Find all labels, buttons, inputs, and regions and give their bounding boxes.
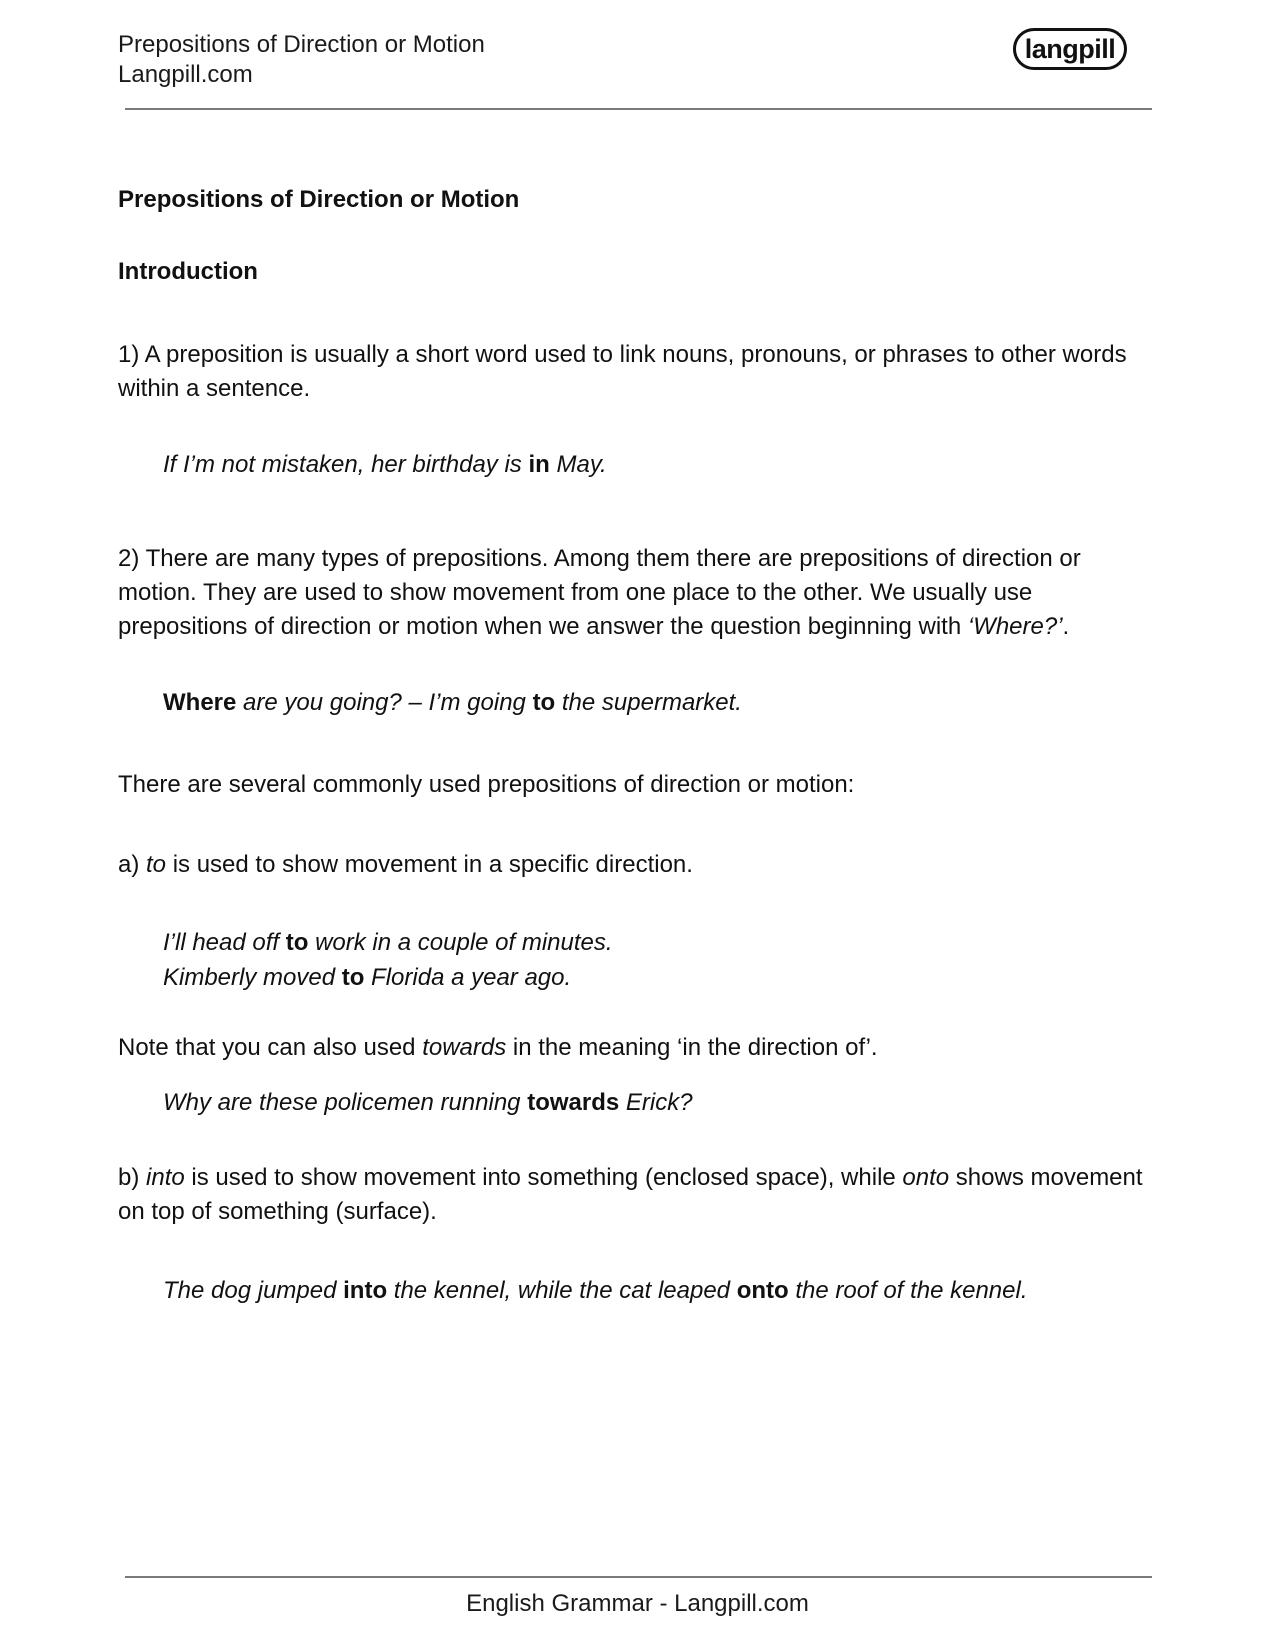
document-title: Prepositions of Direction or Motion <box>118 186 520 213</box>
example-2: Where are you going? – I’m going to the supermarket. <box>163 689 742 716</box>
example-4: Kimberly moved to Florida a year ago. <box>163 964 572 991</box>
langpill-logo: langpill <box>1013 28 1127 70</box>
header-title: Prepositions of Direction or Motion <box>118 31 485 58</box>
example-1: If I’m not mistaken, her birthday is in May. <box>163 451 607 478</box>
section-heading-introduction: Introduction <box>118 258 258 285</box>
paragraph-2: 2) There are many types of prepositions. Among them there are prepositions of direction or motion. They are used to show movement from one place to the other. We usually use prepositions of direction or motion when we answer the question beginning with ‘Where?’. <box>118 545 1081 640</box>
page-header <box>118 30 485 90</box>
example-5: Why are these policemen running towards Erick? <box>163 1089 693 1116</box>
example-6: The dog jumped into the kennel, while the cat leaped onto the roof of the kennel. <box>163 1277 1028 1304</box>
footer-divider <box>125 1576 1152 1578</box>
paragraph-3: There are several commonly used prepositions of direction or motion: <box>118 771 855 798</box>
paragraph-b: b) into is used to show movement into something (enclosed space), while onto shows movement on top of something (surface). <box>118 1164 1143 1225</box>
paragraph-a: a) to is used to show movement in a specific direction. <box>118 851 693 878</box>
page-footer: English Grammar - Langpill.com <box>466 1590 809 1617</box>
note-paragraph: Note that you can also used towards in the meaning ‘in the direction of’. <box>118 1034 878 1061</box>
paragraph-1: 1) A preposition is usually a short word used to link nouns, pronouns, or phrases to other words within a sentence. <box>118 341 1127 402</box>
header-site: Langpill.com <box>118 61 253 88</box>
example-3: I’ll head off to work in a couple of minutes. <box>163 929 613 956</box>
header-divider <box>125 108 1152 110</box>
